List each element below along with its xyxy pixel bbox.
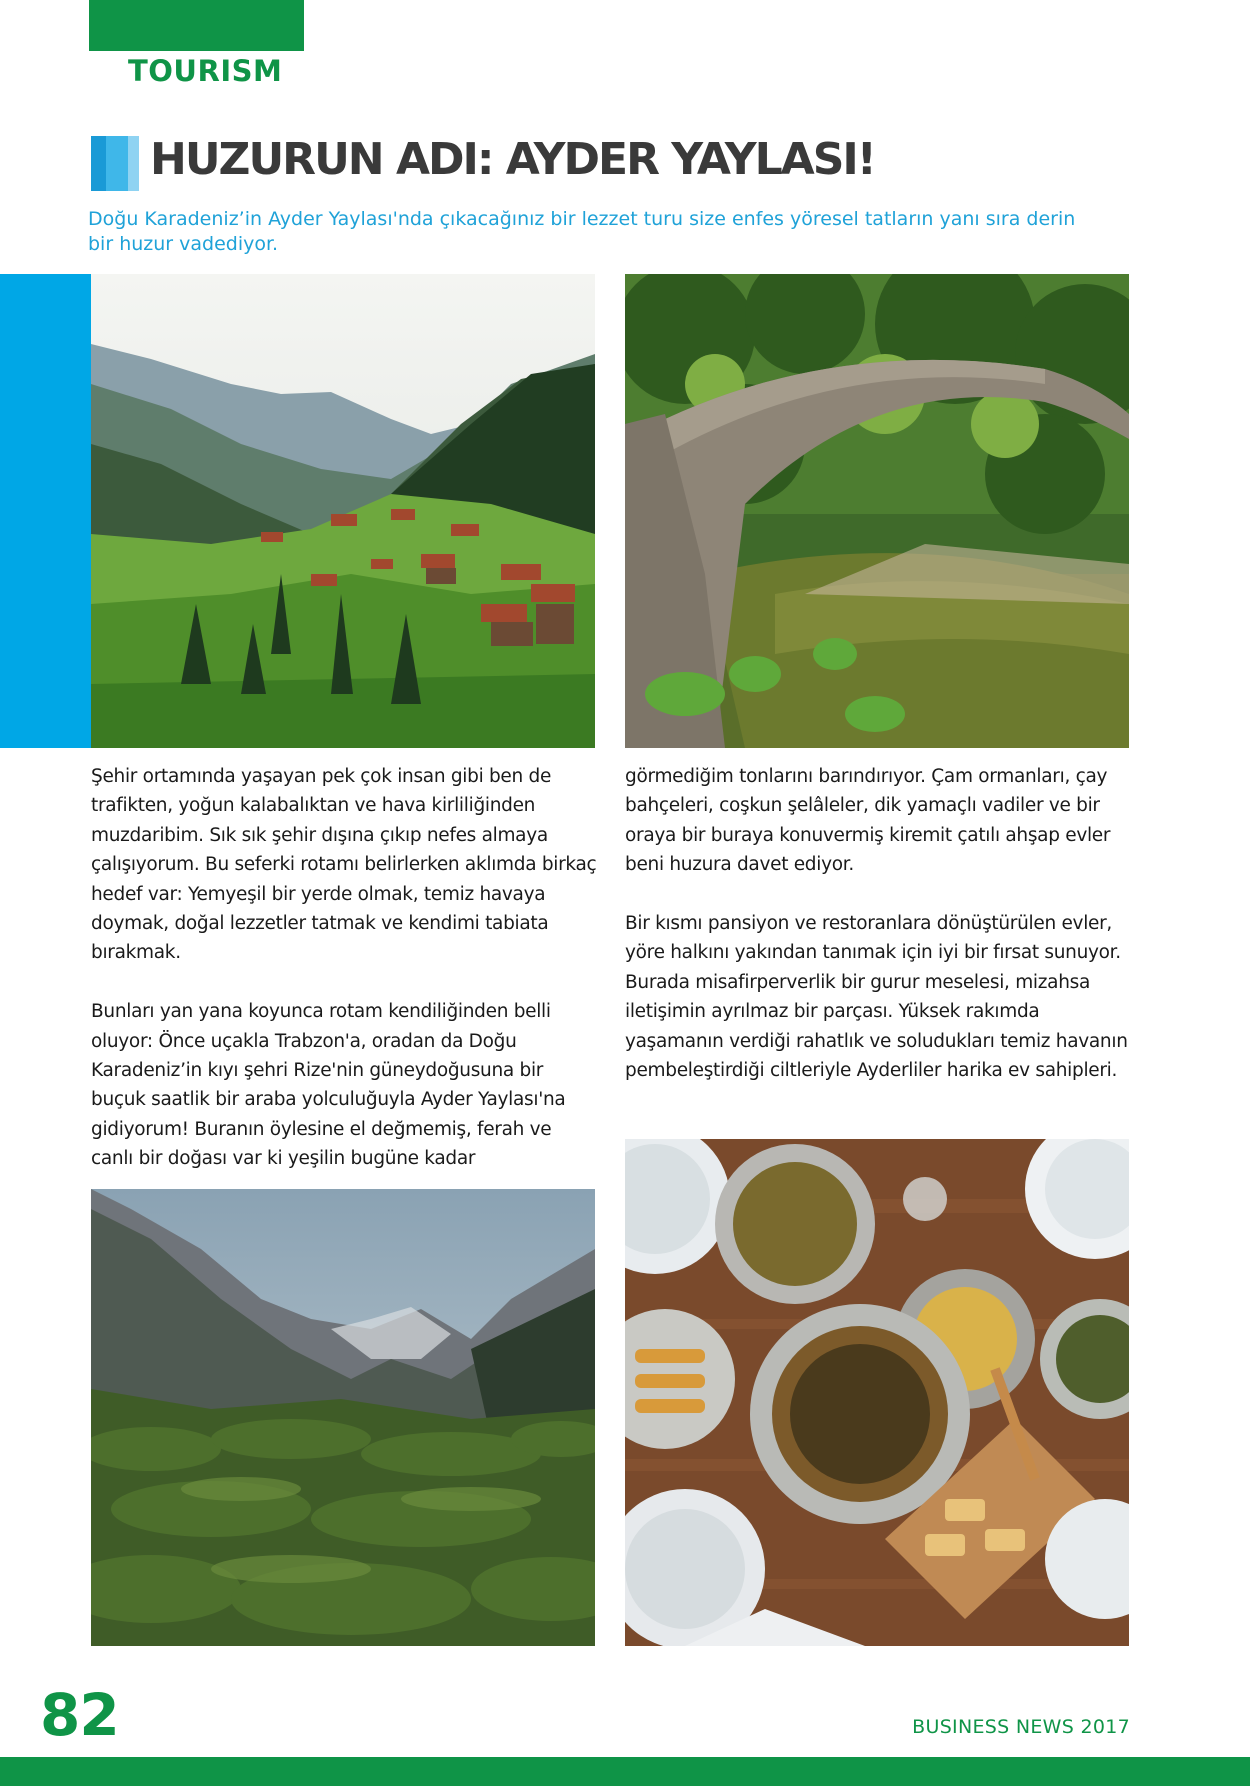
photo-tea-plantation [91, 1189, 595, 1646]
body-paragraph: Şehir ortamında yaşayan pek çok insan gibi ben de trafikten, yoğun kalabalıktan ve hava kirliliğinden muzdaribim. Sık sık şehir dışına çıkıp nefes almaya çalışıyorum. Bu seferki rotamı belirlerken aklımda birkaç hedef var: Yemyeşil bir yerde olmak, temiz havaya doymak, doğal lezzetler tatmak ve kendimi tabiata bırakmak. [91, 766, 597, 964]
body-paragraph: Bir kısmı pansiyon ve restoranlara dönüştürülen evler, yöre halkını yakından tanımak için iyi bir fırsat sunuyor. Burada misafirperverlik bir gurur meselesi, mizahsa iletişimin ayrılmaz bir parçası. Yüksek rakımda yaşamanın verdiği rahatlık ve soludukları temiz havanın pembeleştirdiği ciltleriyle Ayderliler harika ev sahipleri. [625, 913, 1128, 1082]
article-lede: Doğu Karadeniz’in Ayder Yaylası'nda çıkacağınız bir lezzet turu size enfes yöresel tatların yanı sıra derin bir huzur vadediyor. [88, 208, 1076, 255]
title-accent-mark [91, 136, 139, 191]
publication-name: BUSINESS NEWS 2017 [912, 1716, 1130, 1738]
photo-regional-food [625, 1139, 1129, 1646]
body-column-left [91, 762, 597, 1174]
section-label: TOURISM [128, 54, 283, 88]
body-paragraph: görmediğim tonlarını barındırıyor. Çam ormanları, çay bahçeleri, coşkun şelâleler, dik yamaçlı vadiler ve bir oraya bir buraya konuvermiş kiremit çatılı ahşap evler beni huzura davet ediyor. [625, 766, 1111, 876]
body-column-right [625, 762, 1131, 1085]
page-number: 82 [40, 1681, 119, 1749]
side-color-strip [0, 274, 91, 748]
body-paragraph: Bunları yan yana koyunca rotam kendiliğinden belli oluyor: Önce uçakla Trabzon'a, oradan da Doğu Karadeniz’in kıyı şehri Rize'nin güneydoğusuna bir buçuk saatlik bir araba yolculuğuyla Ayder Yaylası'na gidiyorum! Buranın öylesine el değmemiş, ferah ve canlı bir doğası var ki yeşilin bugüne kadar [91, 1001, 566, 1170]
footer-green-bar [0, 1757, 1250, 1786]
photo-mountain-village [91, 274, 595, 748]
header-green-bar [89, 0, 304, 51]
photo-stone-bridge [625, 274, 1129, 748]
article-title: HUZURUN ADI: AYDER YAYLASI! [150, 134, 875, 185]
